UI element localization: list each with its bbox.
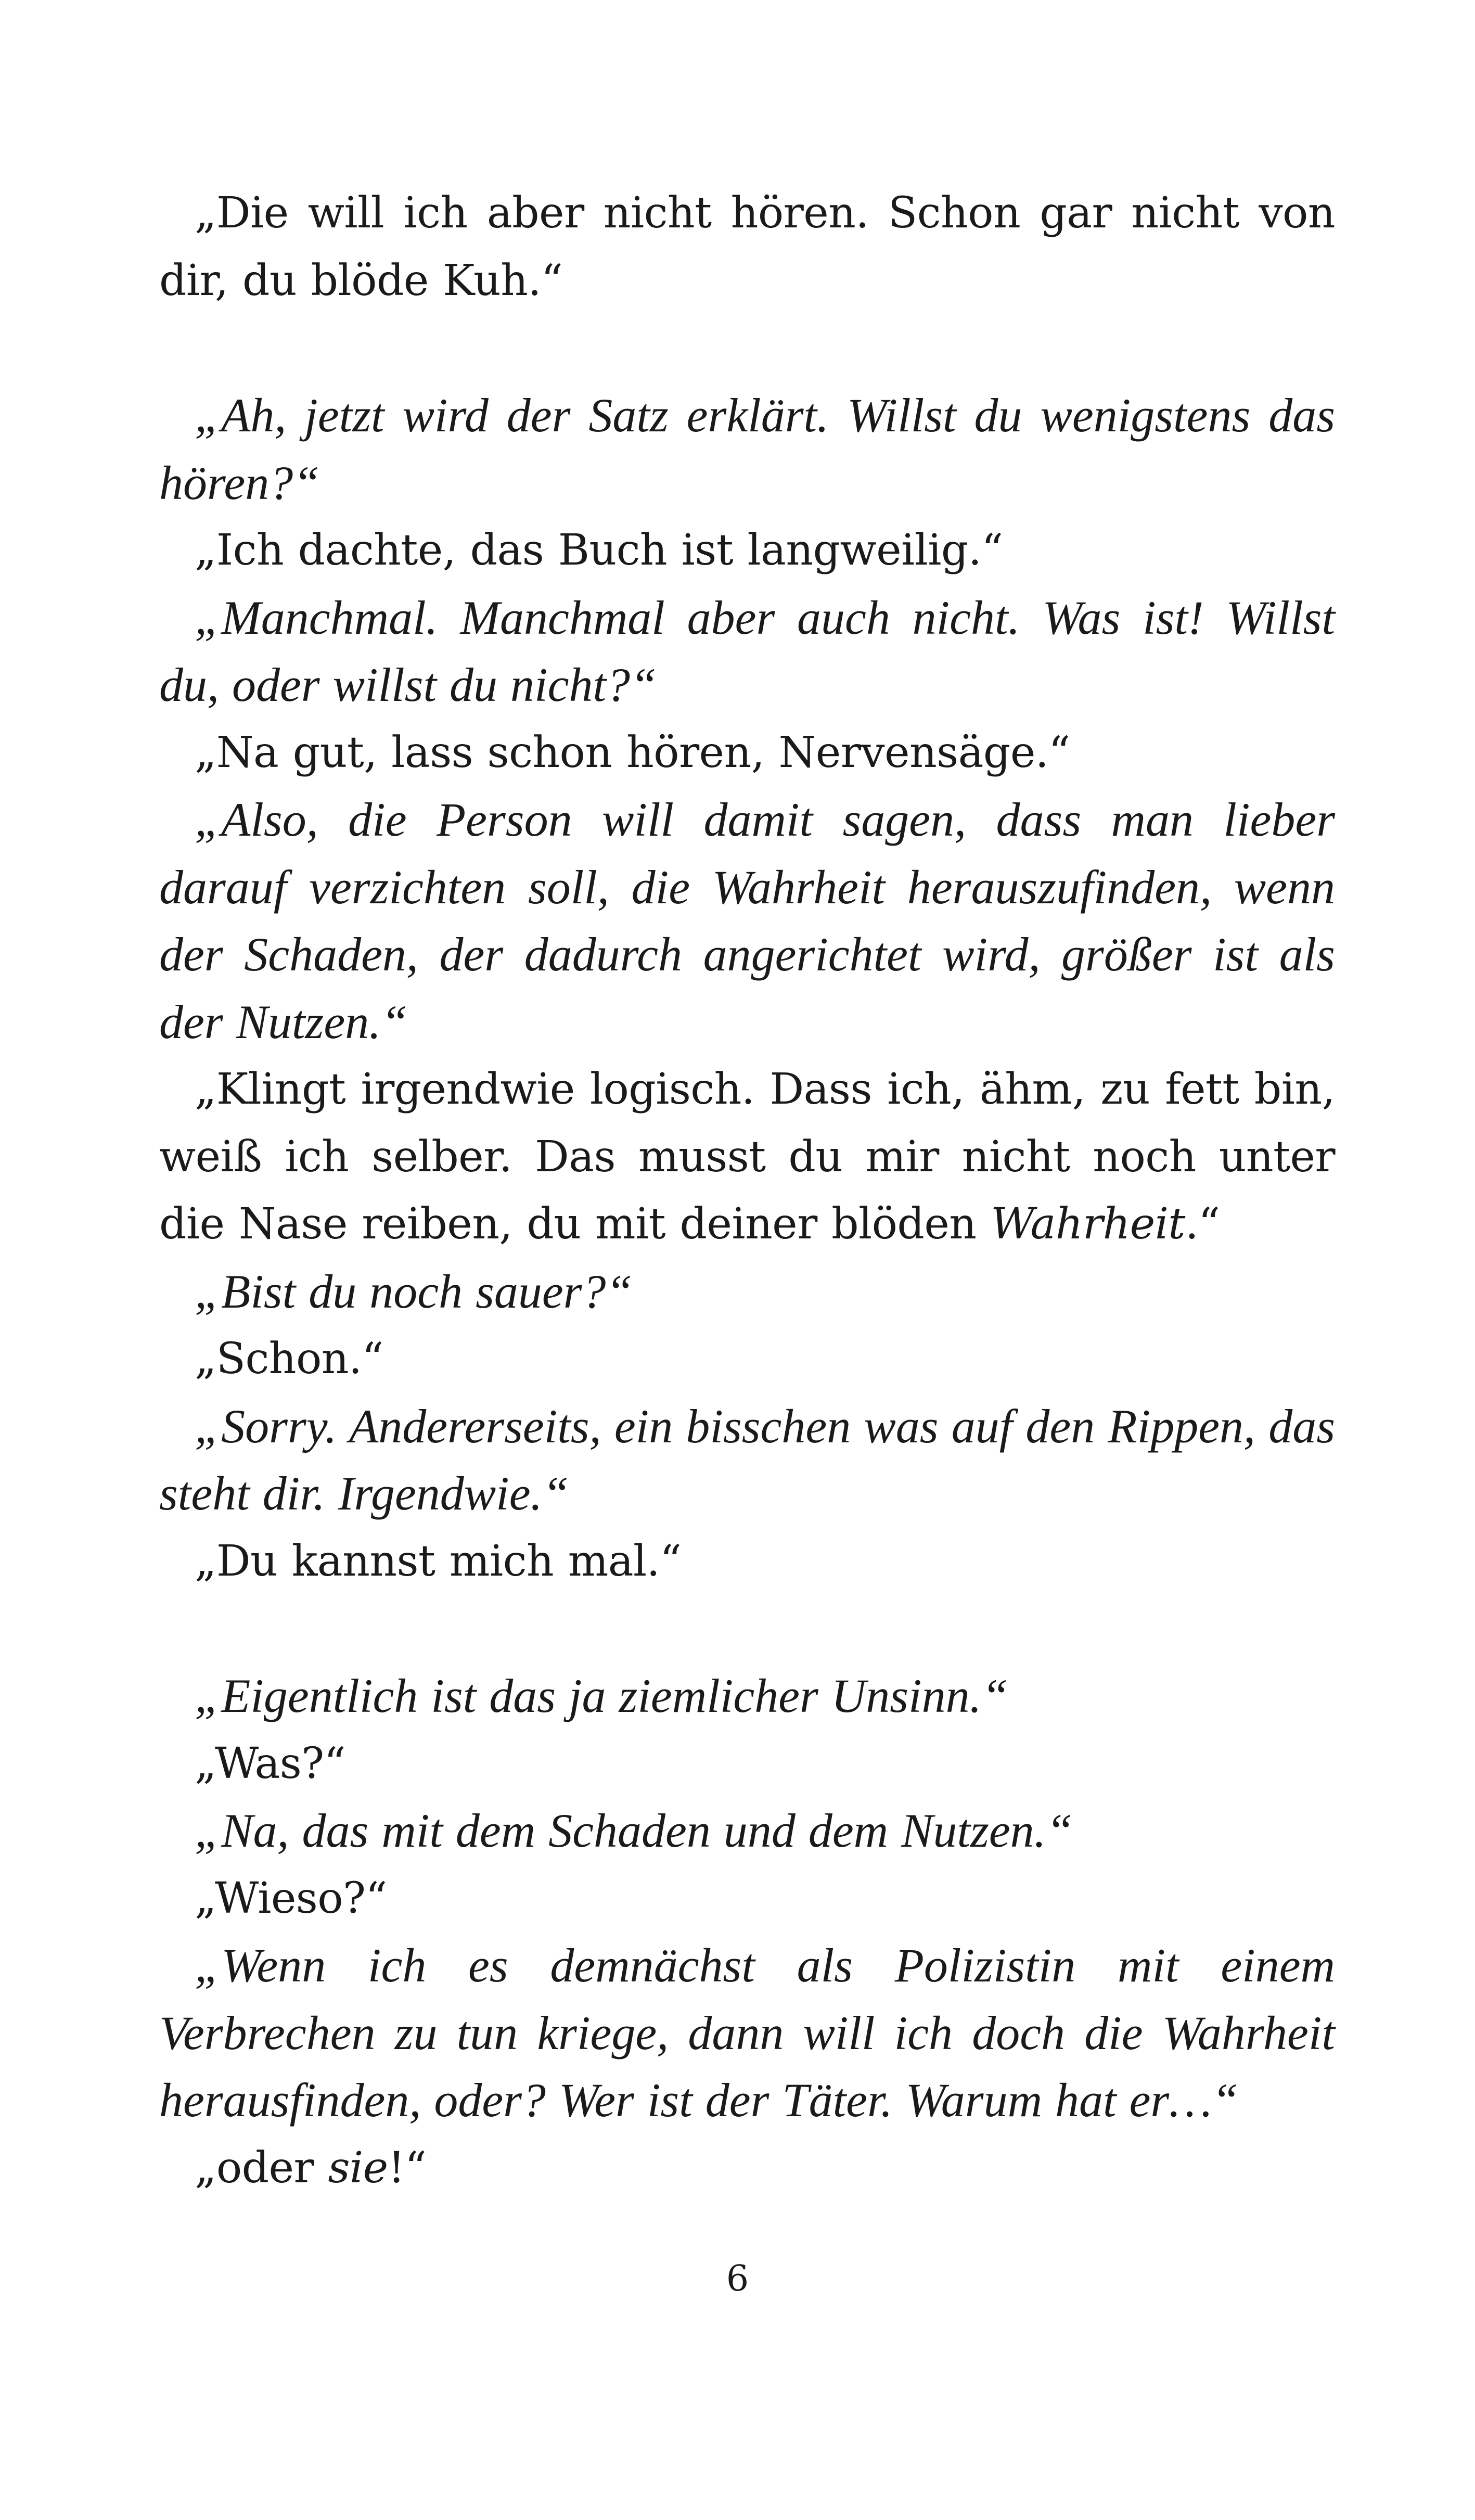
dialogue-paragraph xyxy=(159,1056,1335,1258)
dialogue-paragraph: „Ich dachte, das Buch ist langweilig.“ xyxy=(195,526,1003,575)
dialogue-paragraph: „Du kannst mich mal.“ xyxy=(195,1536,682,1586)
dialogue-paragraph: „Die will ich aber nicht hören. Schon gar nicht von dir, du blöde Kuh.“ xyxy=(159,188,1335,305)
dialogue-paragraph-italic: „Ah, jetzt wird der Satz erklärt. Willst du wenigstens das hören?“ xyxy=(159,389,1335,509)
dialogue-paragraph-italic: „Eigentlich ist das ja ziemlicher Unsinn.“ xyxy=(195,1669,1008,1722)
dialogue-paragraph-italic: „Bist du noch sauer?“ xyxy=(195,1264,633,1318)
section-break xyxy=(159,1595,1335,1662)
paragraph-text: „oder xyxy=(195,2143,328,2193)
dialogue-paragraph-italic: „Also, die Person will damit sagen, dass man lieber darauf verzichten soll, die Wahrheit herauszufinden, wenn der Schaden, der dadurch angerichtet wird, größer ist als der Nutzen.“ xyxy=(159,793,1335,1048)
paragraph-text: .“ xyxy=(1185,1199,1220,1249)
emphasized-word: sie xyxy=(328,2143,388,2193)
dialogue-paragraph-italic: „Na, das mit dem Schaden und dem Nutzen.“ xyxy=(195,1804,1073,1857)
dialogue-paragraph xyxy=(159,2134,1335,2202)
dialogue-paragraph: „Wieso?“ xyxy=(195,1873,387,1923)
dialogue-paragraph: „Was?“ xyxy=(195,1738,345,1788)
dialogue-paragraph-italic: „Wenn ich es demnächst als Polizistin mit einem Verbrechen zu tun kriege, dann will ich doch die Wahrheit herausfinden, oder? Wer ist der Täter. Warum hat er…“ xyxy=(159,1939,1335,2127)
dialogue-paragraph: „Schon.“ xyxy=(195,1334,383,1384)
dialogue-paragraph: „Na gut, lass schon hören, Nervensäge.“ xyxy=(195,727,1070,777)
section-break xyxy=(159,314,1335,382)
paragraph-text: !“ xyxy=(388,2143,427,2193)
dialogue-paragraph-italic: „Sorry. Andererseits, ein bisschen was auf den Rippen, das steht dir. Irgendwie.“ xyxy=(159,1399,1335,1520)
emphasized-word: Wahrheit xyxy=(990,1199,1185,1249)
page-body-text xyxy=(159,180,1335,2202)
page-number: 6 xyxy=(726,2258,749,2299)
paragraph-text: „Klingt irgendwie logisch. Dass ich, ähm, zu fett bin, weiß ich selber. Das musst du mir nicht noch unter die Nase reiben, du mit deiner blöden xyxy=(159,1065,1335,1249)
dialogue-paragraph-italic: „Manchmal. Manchmal aber auch nicht. Was ist! Willst du, oder willst du nicht?“ xyxy=(159,591,1335,711)
